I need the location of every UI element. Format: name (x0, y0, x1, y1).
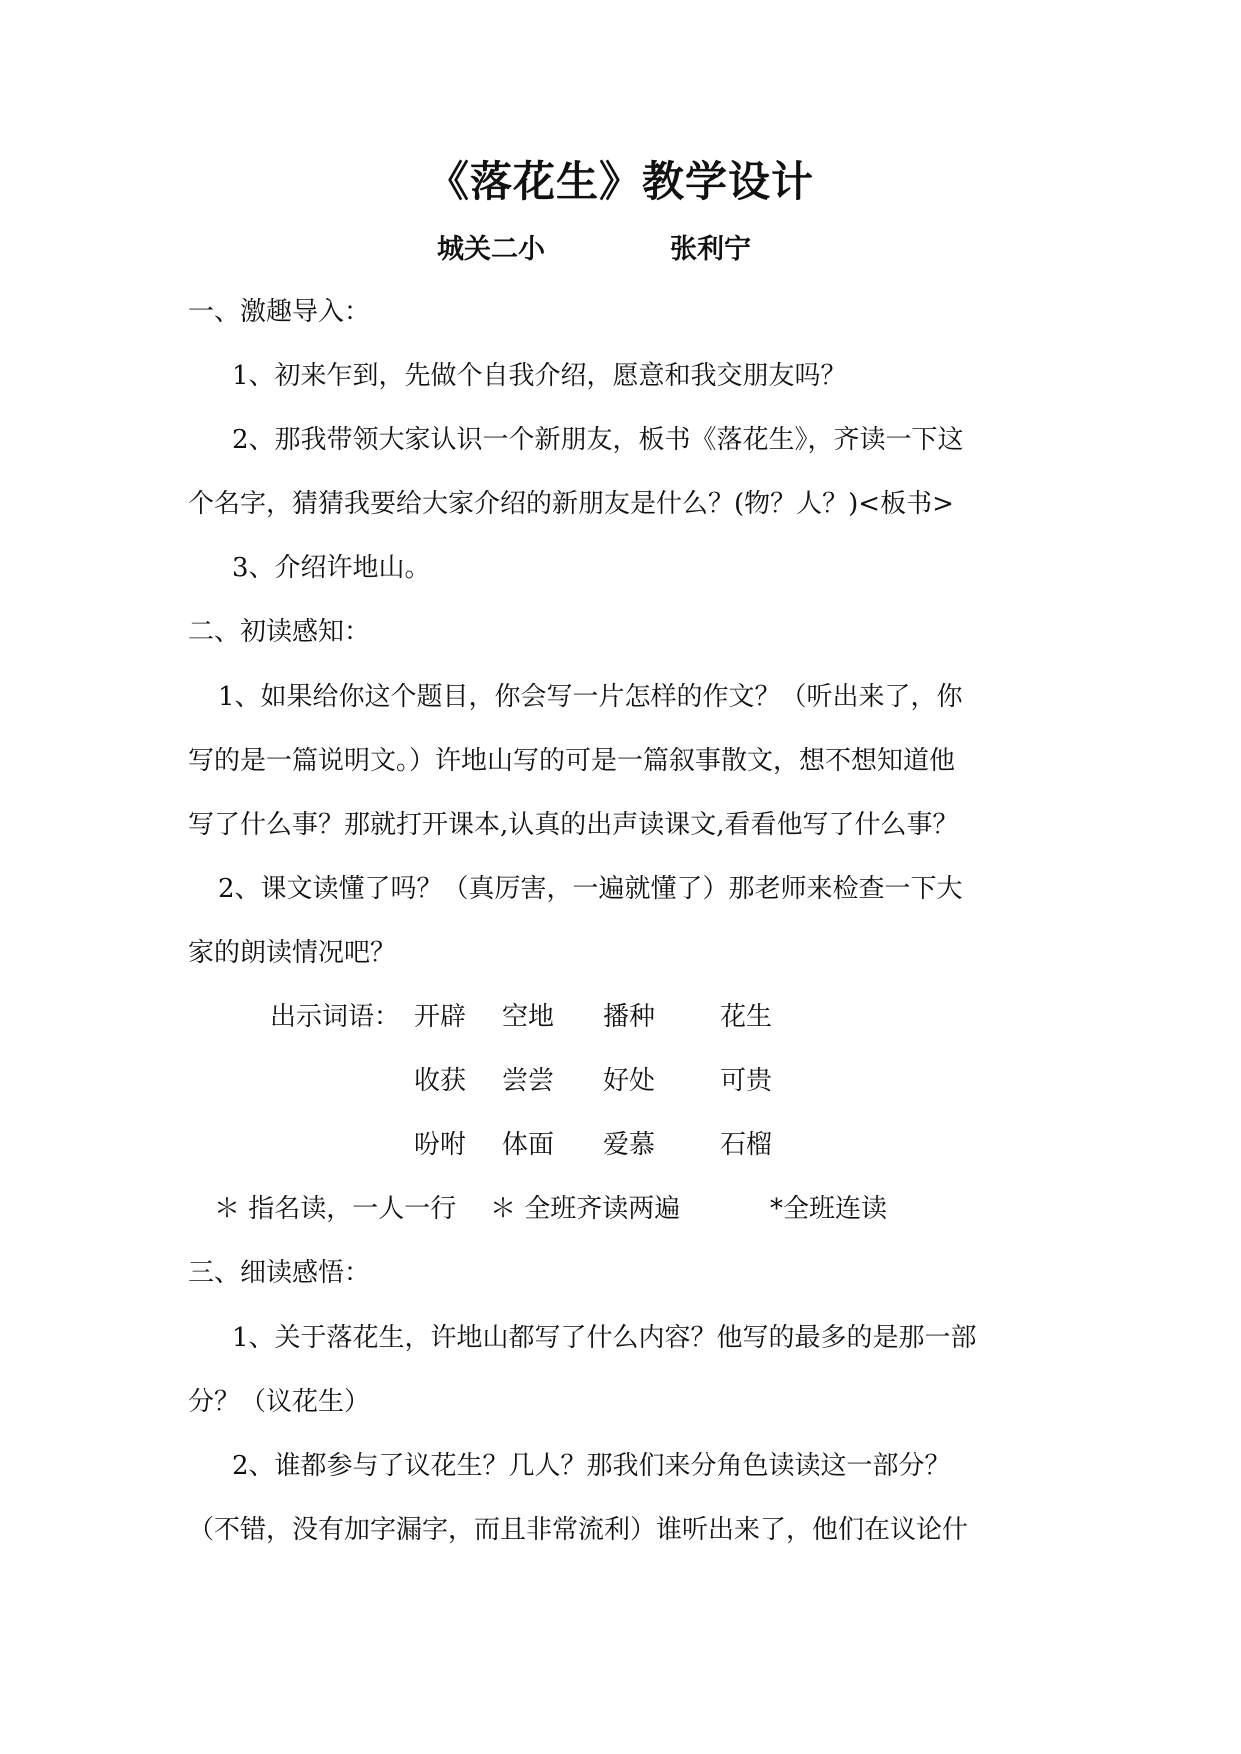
reading-mode: ＊ 全班齐读两遍 (490, 1194, 681, 1224)
paragraph-line: 1、关于落花生，许地山都写了什么内容？他写的最多的是那一部 (232, 1323, 977, 1353)
paragraph-line: （不错，没有加字漏字，而且非常流利）谁听出来了，他们在议论什 (188, 1515, 969, 1545)
paragraph-line: 写了什么事？那就打开课本,认真的出声读课文,看看他写了什么事？ (188, 810, 959, 840)
paragraph-line: 2、课文读懂了吗？（真厉害，一遍就懂了）那老师来检查一下大 (218, 874, 963, 904)
word-cell: 好处 (603, 1066, 656, 1096)
word-cell: 开辟 (414, 1002, 467, 1032)
paragraph-line: 2、谁都参与了议花生？几人？那我们来分角色读读这一部分？ (232, 1451, 951, 1481)
word-cell: 体面 (502, 1130, 555, 1160)
paragraph-line: 3、介绍许地山。 (232, 553, 431, 583)
word-cell: 播种 (603, 1002, 656, 1032)
word-cell: 可贵 (720, 1066, 773, 1096)
section-heading-3: 三、细读感悟： (188, 1258, 371, 1288)
reading-mode: *全班连读 (770, 1194, 888, 1224)
paragraph-line: 2、那我带领大家认识一个新朋友，板书《落花生》，齐读一下这 (232, 425, 964, 455)
paragraph-line: 家的朗读情况吧？ (188, 938, 397, 968)
section-heading-2: 二、初读感知： (188, 617, 371, 647)
author-name: 张利宁 (670, 234, 751, 265)
words-label: 出示词语： (270, 1002, 401, 1032)
word-cell: 吩咐 (414, 1130, 467, 1160)
paragraph-line: 分？（议花生） (188, 1387, 371, 1417)
paragraph-line: 1、如果给你这个题目，你会写一片怎样的作文？（听出来了，你 (218, 682, 963, 712)
paragraph-line: 1、初来乍到，先做个自我介绍，愿意和我交朋友吗？ (232, 361, 847, 391)
reading-mode: ＊ 指名读，一人一行 (214, 1194, 457, 1224)
word-cell: 空地 (502, 1002, 555, 1032)
word-cell: 爱慕 (603, 1130, 656, 1160)
section-heading-1: 一、激趣导入： (188, 297, 371, 327)
word-cell: 石榴 (720, 1130, 773, 1160)
word-cell: 尝尝 (502, 1066, 555, 1096)
word-cell: 花生 (720, 1002, 773, 1032)
school-name: 城关二小 (437, 234, 545, 265)
paragraph-line: 写的是一篇说明文。）许地山写的可是一篇叙事散文，想不想知道他 (188, 746, 956, 776)
document-title: 《落花生》教学设计 (426, 157, 814, 206)
word-cell: 收获 (414, 1066, 467, 1096)
paragraph-line: 个名字，猜猜我要给大家介绍的新朋友是什么？(物？人？)<板书> (188, 489, 954, 519)
